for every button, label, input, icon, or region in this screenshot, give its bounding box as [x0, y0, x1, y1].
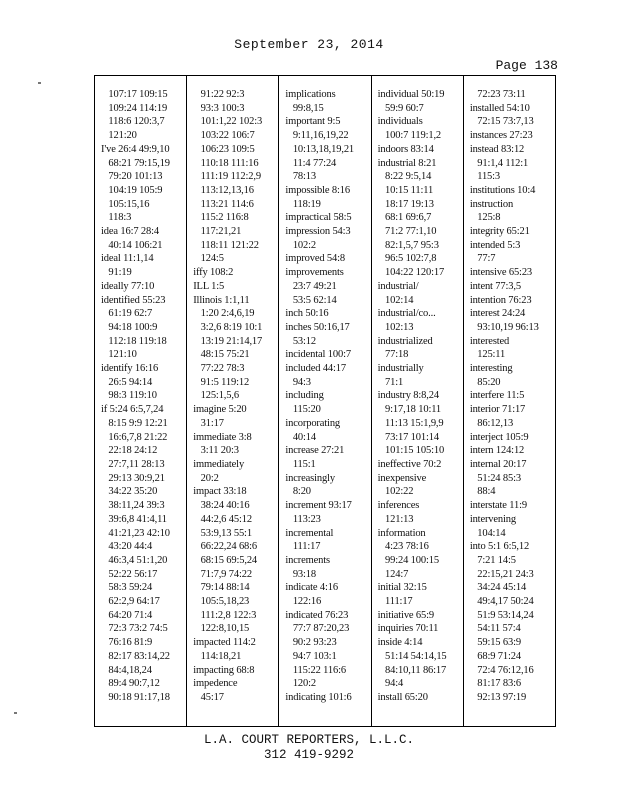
- index-column-4: [372, 76, 464, 726]
- index-column-5: [464, 76, 555, 726]
- index-column-text: 91:22 92:3 93:3 100:3 101:1,22 102:3 103:22 106:7 106:23 109:5 110:18 111:16 111:19 112:2,9 113:12,13,16 113:21 114:6 115:2 116:8 117:21,21 118:11 121:22 124:5 iffy 108:2 ILL 1:5 Illinois 1:1,11 1:20 2:4,6,19 3:2,6 8:19 10:1 13:19 21:14,17 48:15 75:21 77:22 78:3 91:5 119:12 125:1,5,6 imagine 5:20 31:17 immediate 3:8 3:11 20:3 immediately 20:2 impact 33:18 38:24 40:16 44:2,6 45:12 53:9,13 55:1 66:22,24 68:6 68:15 69:5,24 71:7,9 74:22 79:14 88:14 105:5,18,23 111:2,8 122:3 122:8,10,15 impacted 114:2 114:18,21 impacting 68:8 impedence 45:17: [193, 89, 263, 703]
- index-column-text: 107:17 109:15 109:24 114:19 118:6 120:3,7 121:20 I've 26:4 49:9,10 68:21 79:15,19 79:20 101:13 104:19 105:9 105:15,16 118:3 idea 16:7 28:4 40:14 106:21 ideal 11:1,14 91:19 ideally 77:10 identified 55:23 61:19 62:7 94:18 100:9 112:18 119:18 121:10 identify 16:16 26:5 94:14 98:3 119:10 if 5:24 6:5,7,24 8:15 9:9 12:21 16:6,7,8 21:22 22:18 24:12 27:7,11 28:13 29:13 30:9,21 34:22 35:20 38:11,24 39:3 39:6,8 41:4,11 41:21,23 42:10 43:20 44:4 46:3,4 51:1,20 52:22 56:17 58:3 59:24 62:2,9 64:17 64:20 71:4 72:3 73:2 74:5 76:16 81:9 82:17 83:14,22 84:4,18,24 89:4 90:7,12 90:18 91:17,18: [101, 89, 170, 703]
- index-column-text: implications 99:8,15 important 9:5 9:11,16,19,22 10:13,18,19,21 11:4 77:24 78:13 impossible 8:16 118:19 impractical 58:5 impression 54:3 102:2 improved 54:8 improvements 23:7 49:21 53:5 62:14 inch 50:16 inches 50:16,17 53:12 incidental 100:7 included 44:17 94:3 including 115:20 incorporating 40:14 increase 27:21 115:1 increasingly 8:20 increment 93:17 113:23 incremental 111:17 increments 93:18 indicate 4:16 122:16 indicated 76:23 77:7 87:20,23 90:2 93:23 94:7 103:1 115:22 116:6 120:2 indicating 101:6: [285, 89, 355, 703]
- footer-phone: 312 419-9292: [263, 748, 354, 762]
- index-column-text: 72:23 73:11 installed 54:10 72:15 73:7,13 instances 27:23 instead 83:12 91:1,4 112:1 115:3 institutions 10:4 instruction 125:8 integrity 65:21 intended 5:3 77:7 intensive 65:23 intent 77:3,5 intention 76:23 interest 24:24 93:10,19 96:13 interested 125:11 interesting 85:20 interfere 11:5 interior 71:17 86:12,13 interject 105:9 intern 124:12 internal 20:17 51:24 85:3 88:4 interstate 11:9 intervening 104:14 into 5:1 6:5,12 7:21 14:5 22:15,21 24:3 34:24 45:14 49:4,17 50:24 51:9 53:14,24 54:11 57:4 59:15 63:9 68:9 71:24 72:4 76:12,16 81:17 83:6 92:13 97:19: [469, 89, 539, 703]
- scan-speck: [14, 712, 17, 714]
- page-number: Page 138: [495, 58, 558, 73]
- footer: [0, 733, 618, 763]
- word-index-table: [94, 75, 556, 727]
- footer-company: L.A. COURT REPORTERS, L.L.C.: [203, 733, 415, 747]
- index-column-text: individual 50:19 59:9 60:7 individuals 100:7 119:1,2 indoors 83:14 industrial 8:21 8:22 9:5,14 10:15 11:11 18:17 19:13 68:1 69:6,7 71:2 77:1,10 82:1,5,7 95:3 96:5 102:7,8 104:22 120:17 industrial/ 102:14 industrial/co... 102:13 industrialized 77:18 industrially 71:1 industry 8:8,24 9:17,18 10:11 11:13 15:1,9,9 73:17 101:14 101:15 105:10 ineffective 70:2 inexpensive 102:22 inferences 121:13 information 4:23 78:16 99:24 100:15 124:7 initial 32:15 111:17 initiative 65:9 inquiries 70:11 inside 4:14 51:14 54:14,15 84:10,11 86:17 94:4 install 65:20: [377, 89, 447, 703]
- index-column-2: [187, 76, 279, 726]
- scan-speck: [38, 82, 41, 84]
- index-column-1: [95, 76, 187, 726]
- header-date: September 23, 2014: [234, 37, 384, 52]
- index-column-3: [279, 76, 371, 726]
